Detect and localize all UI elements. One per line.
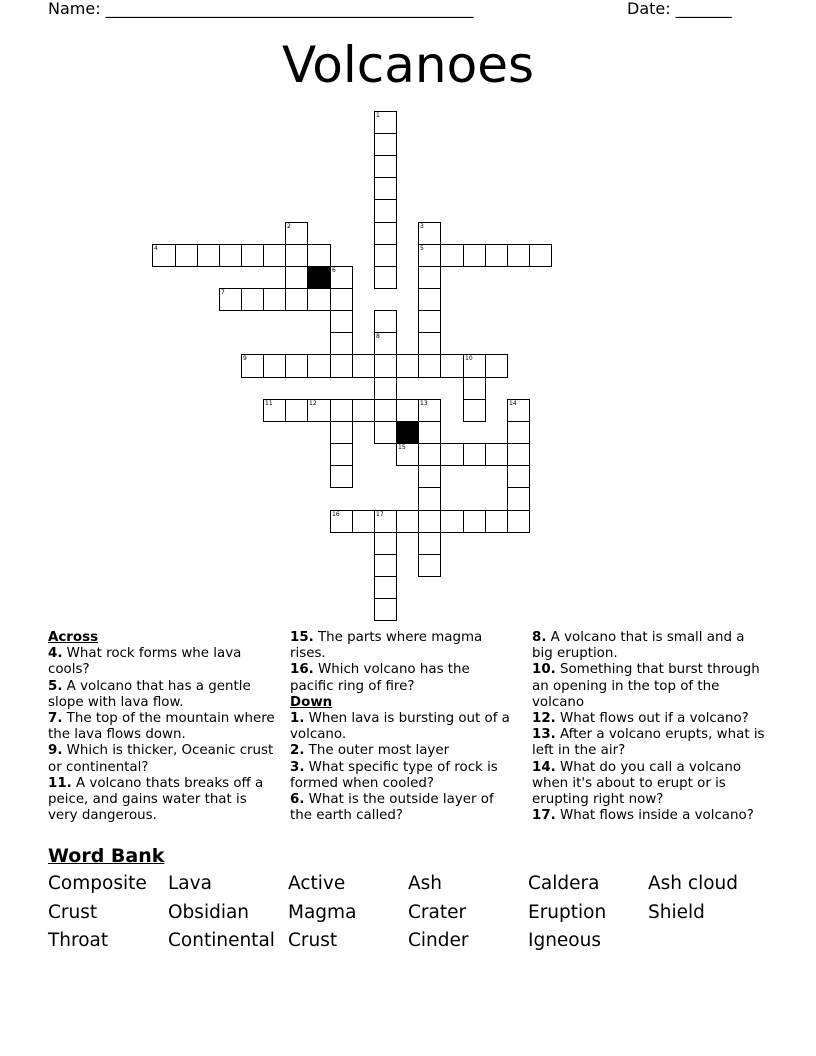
down-clue bbox=[532, 727, 768, 759]
crossword-cell[interactable] bbox=[374, 244, 397, 267]
crossword-cell[interactable] bbox=[241, 288, 264, 311]
word-bank-item: Caldera bbox=[528, 873, 600, 894]
crossword-cell[interactable] bbox=[507, 443, 530, 466]
crossword-cell[interactable] bbox=[418, 310, 441, 333]
crossword-cell[interactable] bbox=[374, 199, 397, 223]
crossword-cell[interactable] bbox=[374, 399, 397, 422]
crossword-cell[interactable] bbox=[418, 421, 441, 444]
clue-text: Which is thicker, Oceanic crust or continental? bbox=[48, 743, 274, 775]
crossword-cell[interactable] bbox=[374, 133, 397, 156]
crossword-cell[interactable] bbox=[374, 222, 397, 245]
crossword-cell[interactable] bbox=[507, 421, 530, 444]
cell-number: 15 bbox=[398, 444, 406, 451]
clue-number: 6. bbox=[290, 792, 305, 808]
crossword-cell[interactable] bbox=[463, 377, 486, 400]
word-bank-item: Cinder bbox=[408, 930, 469, 951]
cell-number: 4 bbox=[154, 245, 158, 252]
clue-number: 10. bbox=[532, 662, 556, 678]
crossword-cell[interactable] bbox=[463, 354, 486, 378]
clue-text: Which volcano has the pacific ring of fire? bbox=[290, 662, 470, 694]
crossword-cell[interactable] bbox=[374, 177, 397, 200]
crossword-cell[interactable] bbox=[463, 399, 486, 422]
crossword-cell[interactable] bbox=[485, 510, 508, 533]
clue-number: 11. bbox=[48, 775, 72, 791]
crossword-cell[interactable] bbox=[241, 354, 264, 378]
cell-number: 8 bbox=[376, 333, 380, 340]
crossword-cell[interactable] bbox=[418, 443, 441, 466]
crossword-cell[interactable] bbox=[418, 222, 441, 245]
crossword-cell[interactable] bbox=[285, 266, 308, 289]
crossword-cell[interactable] bbox=[418, 399, 441, 422]
crossword-cell[interactable] bbox=[485, 354, 508, 378]
crossword-cell[interactable] bbox=[374, 421, 397, 444]
word-bank-item: Eruption bbox=[528, 901, 607, 923]
crossword-cell[interactable] bbox=[330, 510, 353, 533]
crossword-cell[interactable] bbox=[440, 354, 464, 378]
page-title: Volcanoes bbox=[281, 36, 535, 94]
crossword-cell[interactable] bbox=[396, 354, 419, 378]
clue-column-3 bbox=[532, 630, 768, 824]
clue-number: 1. bbox=[290, 711, 305, 727]
crossword-cell[interactable] bbox=[175, 244, 198, 267]
clue-text: A volcano that has a gentle slope with lava flow. bbox=[48, 678, 251, 710]
cell-number: 9 bbox=[243, 355, 247, 362]
clue-number: 3. bbox=[290, 759, 305, 775]
clue-column-1 bbox=[48, 630, 280, 824]
crossword-cell[interactable] bbox=[374, 332, 397, 355]
clue-number: 16. bbox=[290, 662, 314, 678]
down-clue bbox=[290, 792, 516, 824]
crossword-cell[interactable] bbox=[418, 510, 441, 533]
crossword-cell[interactable] bbox=[418, 532, 441, 555]
crossword-cell[interactable] bbox=[330, 354, 353, 378]
crossword-cell[interactable] bbox=[440, 443, 464, 466]
crossword-cell[interactable] bbox=[374, 598, 397, 621]
crossword-cell[interactable] bbox=[529, 244, 552, 267]
crossword-cell[interactable] bbox=[263, 244, 286, 267]
crossword-cell[interactable] bbox=[463, 510, 486, 533]
crossword-cell[interactable] bbox=[418, 554, 441, 577]
word-bank-title: Word Bank bbox=[48, 845, 165, 867]
crossword-cell[interactable] bbox=[330, 443, 353, 466]
crossword-cell[interactable] bbox=[285, 244, 308, 267]
crossword-cell[interactable] bbox=[396, 399, 419, 422]
clue-number: 2. bbox=[290, 743, 305, 759]
crossword-cell[interactable] bbox=[219, 244, 242, 267]
cell-number: 17 bbox=[376, 511, 384, 518]
clue-text: A volcano that is small and a big eruption. bbox=[532, 630, 745, 662]
crossword-cell[interactable] bbox=[352, 354, 375, 378]
name-line: Name: ______________________________________________ bbox=[48, 0, 474, 18]
word-bank-item: Lava bbox=[168, 873, 212, 894]
clue-number: 13. bbox=[532, 727, 556, 743]
crossword-cell[interactable] bbox=[374, 554, 397, 577]
crossword-cell[interactable] bbox=[241, 244, 264, 267]
clue-text: What flows out if a volcano? bbox=[555, 711, 749, 727]
down-clue bbox=[532, 808, 768, 824]
crossword-cell[interactable] bbox=[507, 399, 530, 422]
crossword-cell[interactable] bbox=[330, 399, 353, 422]
crossword-cell[interactable] bbox=[330, 310, 353, 333]
crossword-cell[interactable] bbox=[463, 244, 486, 267]
crossword-cell[interactable] bbox=[263, 399, 286, 422]
crossword-cell[interactable] bbox=[374, 377, 397, 400]
word-bank bbox=[48, 873, 768, 959]
clue-text: The parts where magma rises. bbox=[290, 630, 483, 662]
crossword-cell[interactable] bbox=[374, 532, 397, 555]
crossword-cell[interactable] bbox=[330, 421, 353, 444]
word-bank-item: Active bbox=[288, 873, 346, 894]
cell-number: 1 bbox=[376, 112, 380, 119]
crossword-cell[interactable] bbox=[330, 266, 353, 289]
crossword-cell[interactable] bbox=[330, 288, 353, 311]
word-bank-item: Crater bbox=[408, 901, 467, 923]
word-bank-item: Crust bbox=[48, 901, 98, 923]
crossword-cell[interactable] bbox=[330, 332, 353, 355]
crossword-block bbox=[396, 421, 419, 444]
word-bank-item: Ash bbox=[408, 873, 443, 894]
crossword-cell[interactable] bbox=[285, 288, 308, 311]
clue-text: After a volcano erupts, what is left in the air? bbox=[532, 727, 765, 759]
clue-text: The top of the mountain where the lava flows down. bbox=[48, 711, 275, 743]
clue-text: What flows inside a volcano? bbox=[555, 808, 754, 824]
crossword-cell[interactable] bbox=[507, 510, 530, 533]
crossword-cell[interactable] bbox=[440, 244, 464, 267]
clue-number: 9. bbox=[48, 743, 63, 759]
down-clue bbox=[532, 662, 768, 711]
crossword-cell[interactable] bbox=[285, 399, 308, 422]
clue-number: 17. bbox=[532, 808, 556, 824]
down-clue bbox=[290, 760, 516, 792]
clue-text: What specific type of rock is formed when cooled? bbox=[290, 759, 498, 791]
cell-number: 10 bbox=[465, 355, 473, 362]
word-bank-item: Continental bbox=[168, 930, 275, 951]
cell-number: 12 bbox=[309, 400, 317, 407]
crossword-cell[interactable] bbox=[374, 576, 397, 599]
crossword-cell[interactable] bbox=[418, 354, 441, 378]
word-bank-item: Igneous bbox=[528, 930, 601, 951]
crossword-cell[interactable] bbox=[440, 510, 464, 533]
crossword-cell[interactable] bbox=[307, 354, 331, 378]
cell-number: 7 bbox=[221, 289, 225, 296]
crossword-cell[interactable] bbox=[219, 288, 242, 311]
across-clue bbox=[48, 679, 280, 711]
across-clue bbox=[48, 646, 280, 678]
cell-number: 13 bbox=[420, 400, 428, 407]
crossword-cell[interactable] bbox=[396, 510, 419, 533]
word-bank-item: Composite bbox=[48, 873, 147, 894]
crossword-cell[interactable] bbox=[374, 510, 397, 533]
across-clue bbox=[48, 776, 280, 825]
crossword-cell[interactable] bbox=[396, 443, 419, 466]
date-line: Date: _______ bbox=[627, 0, 732, 18]
across-clue bbox=[48, 743, 280, 775]
crossword-cell[interactable] bbox=[352, 510, 375, 533]
crossword-cell[interactable] bbox=[285, 354, 308, 378]
down-clue bbox=[532, 711, 768, 727]
cell-number: 16 bbox=[332, 511, 340, 518]
cell-number: 2 bbox=[287, 223, 291, 230]
cell-number: 3 bbox=[420, 223, 424, 230]
down-clue bbox=[290, 743, 516, 759]
crossword-cell[interactable] bbox=[485, 244, 508, 267]
clue-number: 4. bbox=[48, 646, 63, 662]
crossword-cell[interactable] bbox=[307, 244, 331, 267]
clue-number: 14. bbox=[532, 759, 556, 775]
down-clue bbox=[532, 760, 768, 809]
clue-text: When lava is bursting out of a volcano. bbox=[290, 711, 510, 743]
clue-number: 5. bbox=[48, 678, 63, 694]
word-bank-item: Crust bbox=[288, 930, 338, 951]
crossword-cell[interactable] bbox=[307, 288, 331, 311]
cell-number: 14 bbox=[509, 400, 517, 407]
across-clue bbox=[48, 711, 280, 743]
crossword-cell[interactable] bbox=[285, 222, 308, 245]
crossword-cell[interactable] bbox=[374, 155, 397, 178]
clue-text: What do you call a volcano when it's about to erupt or is erupting right now? bbox=[532, 759, 742, 808]
word-bank-item: Throat bbox=[48, 930, 109, 951]
cell-number: 6 bbox=[332, 267, 336, 274]
crossword-cell[interactable] bbox=[152, 244, 176, 267]
cell-number: 11 bbox=[265, 400, 273, 407]
clue-text: What rock forms whe lava cools? bbox=[48, 646, 242, 678]
clue-text: What is the outside layer of the earth called? bbox=[290, 792, 494, 824]
crossword-cell[interactable] bbox=[374, 354, 397, 378]
across-clue bbox=[290, 662, 516, 694]
down-clue bbox=[532, 630, 768, 662]
clue-column-2 bbox=[290, 630, 516, 824]
clue-text: The outer most layer bbox=[304, 743, 450, 759]
crossword-cell[interactable] bbox=[330, 465, 353, 488]
down-heading: Down bbox=[290, 694, 333, 710]
word-bank-item: Ash cloud bbox=[648, 873, 738, 894]
across-heading: Across bbox=[48, 630, 99, 645]
crossword-cell[interactable] bbox=[485, 443, 508, 466]
crossword-cell[interactable] bbox=[418, 332, 441, 355]
across-clue bbox=[290, 630, 516, 662]
crossword-cell[interactable] bbox=[374, 310, 397, 333]
crossword-cell[interactable] bbox=[418, 288, 441, 311]
word-bank-item: Magma bbox=[288, 901, 357, 923]
crossword-cell[interactable] bbox=[418, 244, 441, 267]
crossword-cell[interactable] bbox=[352, 399, 375, 422]
crossword-cell[interactable] bbox=[507, 244, 530, 267]
word-bank-item: Obsidian bbox=[168, 901, 250, 923]
clue-text: A volcano thats breaks off a peice, and gains water that is very dangerous. bbox=[48, 775, 264, 824]
cell-number: 5 bbox=[420, 245, 424, 252]
crossword-cell[interactable] bbox=[263, 354, 286, 378]
crossword-cell[interactable] bbox=[463, 443, 486, 466]
crossword-cell[interactable] bbox=[307, 399, 331, 422]
crossword-cell[interactable] bbox=[374, 111, 397, 134]
down-clue bbox=[290, 711, 516, 743]
clue-number: 15. bbox=[290, 630, 314, 645]
clue-number: 7. bbox=[48, 711, 63, 727]
crossword-cell[interactable] bbox=[263, 288, 286, 311]
crossword-cell[interactable] bbox=[418, 487, 441, 511]
crossword-cell[interactable] bbox=[374, 266, 397, 289]
crossword-cell[interactable] bbox=[507, 465, 530, 488]
clue-number: 12. bbox=[532, 711, 556, 727]
crossword-cell[interactable] bbox=[507, 487, 530, 511]
clue-text: Something that burst through an opening in the top of the volcano bbox=[532, 662, 760, 710]
crossword-cell[interactable] bbox=[418, 465, 441, 488]
clue-number: 8. bbox=[532, 630, 547, 645]
word-bank-item: Shield bbox=[648, 901, 705, 923]
crossword-cell[interactable] bbox=[197, 244, 220, 267]
crossword-cell[interactable] bbox=[418, 266, 441, 289]
crossword-block bbox=[307, 266, 331, 289]
